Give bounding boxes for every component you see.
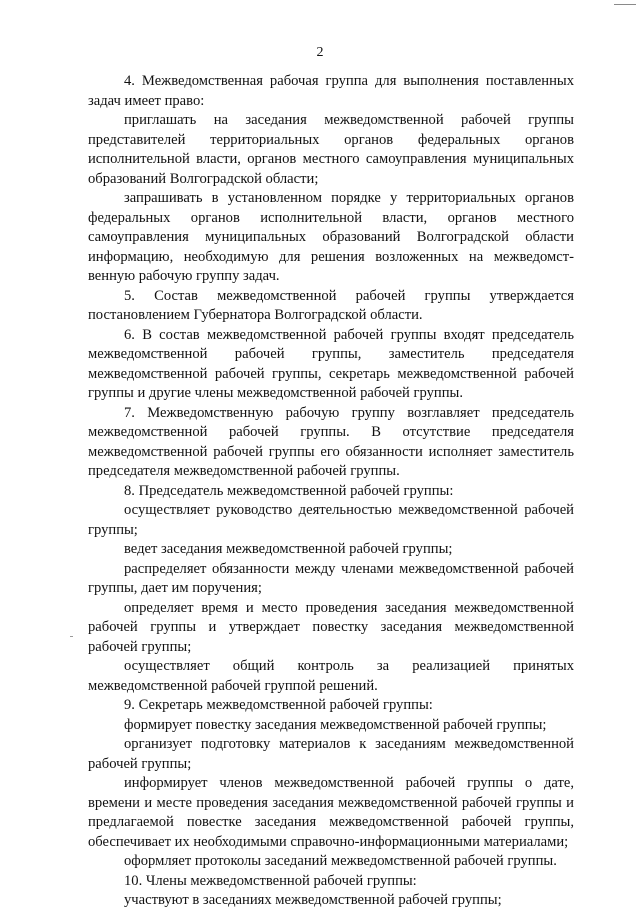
paragraph-8-distributes: распределяет обязанности между членами межведомственной рабочей группы, дает им поручения; — [88, 560, 574, 596]
paragraph-8-leads: осуществляет руководство деятельностью межведомственной рабочей группы; — [88, 502, 574, 538]
paragraph-7: 7. Межведомственную рабочую группу возглавляет председатель межведомственной рабочей группы. В отсутствие председателя межведомственной рабочей группы его обязанности исполняет заместитель председателя межведомственной рабочей группы. — [88, 404, 574, 479]
scan-margin-speck — [70, 636, 73, 637]
document-body — [88, 72, 574, 911]
paragraph-8-meetings: ведет заседания межведомственной рабочей группы; — [124, 541, 453, 557]
paragraph-8-schedule: определяет время и место проведения заседания межведомственной рабочей группы и утверждает повестку заседания межведомственной рабочей группы; — [88, 599, 574, 655]
paragraph-8-intro: 8. Председатель межведомственной рабочей группы: — [124, 482, 454, 499]
paragraph-10-participate: участвуют в заседаниях межведомственной рабочей группы; — [124, 892, 502, 908]
paragraph-10-intro: 10. Члены межведомственной рабочей группы: — [124, 872, 417, 889]
paragraph-4-invite: приглашать на заседания межведомственной рабочей группы представителей территориальных органов федеральных органов исполнительной власти, органов местного самоуправления муниципальных образований Волгоградской области; — [88, 112, 574, 187]
paragraph-8-control: осуществляет общий контроль за реализацией принятых межведомственной рабочей группой решений. — [88, 658, 574, 694]
paragraph-9-agenda: формирует повестку заседания межведомственной рабочей группы; — [124, 716, 547, 733]
paragraph-5: 5. Состав межведомственной рабочей группы утверждается постановлением Губернатора Волгоградской области. — [88, 287, 574, 323]
page-number: 2 — [316, 45, 324, 60]
paragraph-6: 6. В состав межведомственной рабочей группы входят председатель межведомственной рабочей группы, заместитель председателя межведомственной рабочей группы, секретарь межведомственной рабочей группы и другие члены межведомственной рабочей группы. — [88, 326, 574, 401]
paragraph-4-intro: 4. Межведомственная рабочая группа для выполнения поставленных задач имеет право: — [88, 73, 574, 109]
paragraph-9-intro: 9. Секретарь межведомственной рабочей группы: — [124, 697, 433, 713]
scan-corner-mark — [614, 4, 636, 5]
paragraph-9-materials: организует подготовку материалов к заседаниям межведомственной рабочей группы; — [88, 736, 574, 772]
paragraph-9-informs: информирует членов межведомственной рабочей группы о дате, времени и месте проведения заседания межведомственной рабочей группы и предлагаемой повестке заседания межведомственной рабочей группы, обеспечивает их необходимыми справочно-информационными материалами; — [88, 775, 574, 850]
paragraph-9-minutes: оформляет протоколы заседаний межведомственной рабочей группы. — [124, 853, 557, 869]
paragraph-4-request: запрашивать в установленном порядке у территориальных органов федеральных органов исполнительной власти, органов местного самоуправления муниципальных образований Волгоградской области информацию, необходимую для решения возложенных на межведомственную рабочую группу задач. — [88, 190, 574, 284]
